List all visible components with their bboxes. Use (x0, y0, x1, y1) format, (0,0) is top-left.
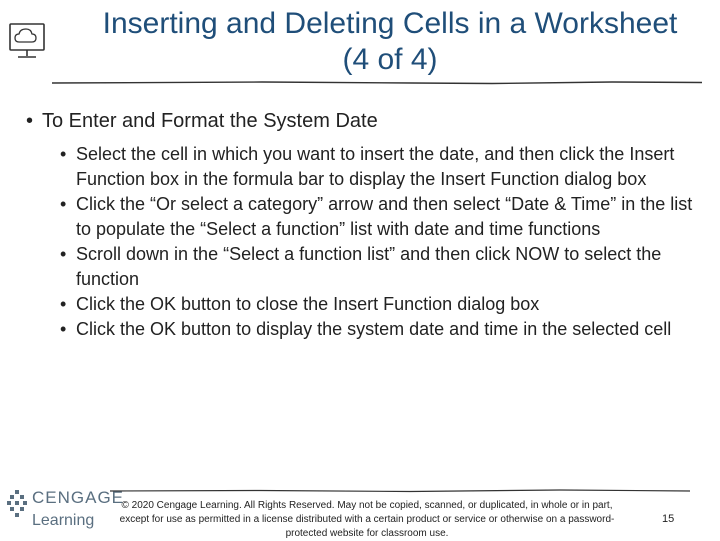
sub-bullet-4 (56, 292, 712, 317)
sub-bullet-5 (56, 317, 712, 342)
title-line-2: (4 of 4) (342, 43, 438, 76)
main-bullet (22, 108, 712, 134)
sub-bullet-text: Click the “Or select a category” arrow and then select “Date & Time” in the list to populate the “Select a function” list with date and time functions (76, 194, 693, 239)
title-underline (52, 78, 702, 88)
cloud-monitor-icon (8, 18, 46, 64)
footer-divider (110, 487, 690, 495)
slide-body (22, 108, 712, 342)
copyright-notice: © 2020 Cengage Learning. All Rights Reserved. May not be copied, scanned, or duplicated, in whole or in part, except for use as permitted in a license distributed with a certain product or service or otherwise on a password-protected website for classroom use. (119, 500, 615, 539)
brand-name: CENGAGE (32, 488, 125, 507)
sub-bullet-text: Click the OK button to close the Insert Function dialog box (76, 294, 540, 314)
sub-bullet-1 (56, 142, 712, 192)
cengage-logo-icon (6, 488, 28, 522)
bullet-marker: • (60, 294, 67, 314)
bullet-marker: • (60, 244, 67, 264)
bullet-marker: • (60, 319, 67, 339)
sub-bullet-2 (56, 192, 712, 242)
sub-bullet-text: Click the OK button to display the system date and time in the selected cell (76, 319, 672, 339)
brand-subname: Learning (32, 512, 95, 529)
sub-bullet-text: Select the cell in which you want to insert the date, and then click the Insert Function box in the formula bar to display the Insert Function dialog box (76, 144, 675, 189)
page-number: 15 (662, 513, 675, 525)
slide-title (60, 6, 720, 78)
sub-bullet-3 (56, 242, 712, 292)
main-bullet-text: To Enter and Format the System Date (42, 110, 378, 132)
bullet-marker: • (60, 194, 67, 214)
sub-bullet-text: Scroll down in the “Select a function list” and then click NOW to select the function (76, 244, 662, 289)
title-line-1: Inserting and Deleting Cells in a Worksheet (102, 7, 678, 40)
bullet-marker: • (60, 144, 67, 164)
bullet-marker: • (26, 110, 34, 132)
